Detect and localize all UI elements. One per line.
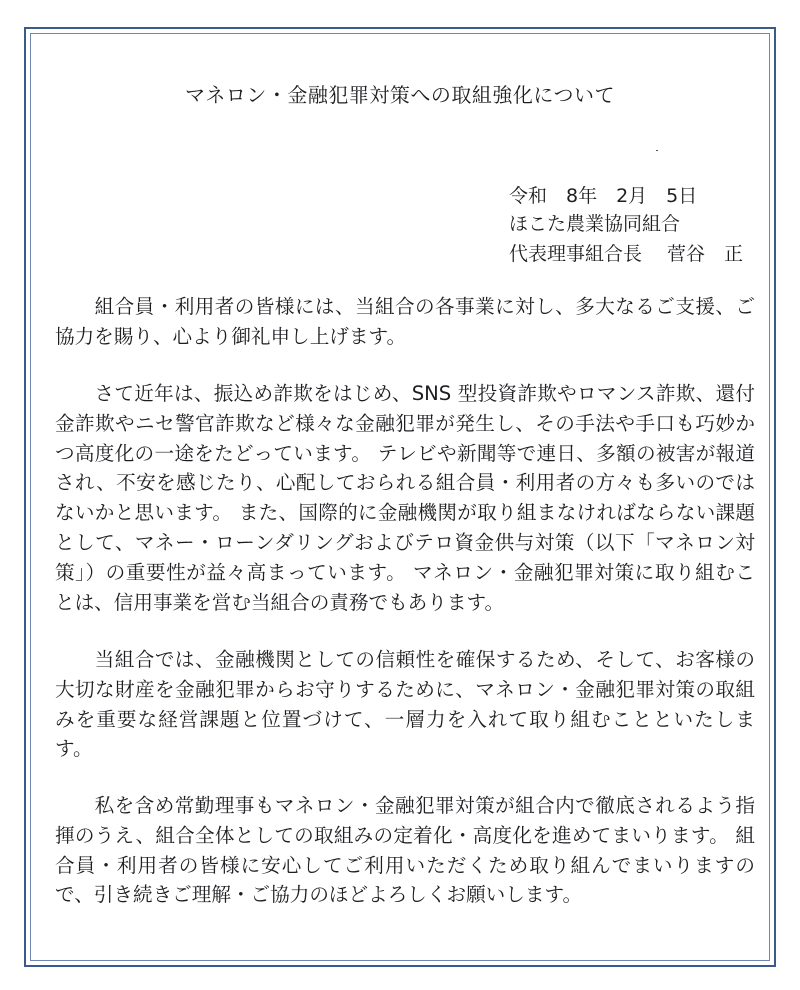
body-paragraph-background: さて近年は、振込め詐欺をはじめ、SNS 型投資詐欺やロマンス詐欺、還付金詐欺やニセ警官詐欺など様々な金融犯罪が発生し、その手法や手口も巧妙かつ高度化の一途をたどっています。 テレビや新聞等で連日、多額の被害が報道され、不安を感じたり、心配しておられる組合員・利用者の方々も多いのではないかと思います。 また、国際的に金融機関が取り組まなければならない課題として、マネー・ローンダリングおよびテロ資金供与対策（以下「マネロン対策」）の重要性が益々高まっています。 マネロン・金融犯罪対策に取り組むことは、信用事業を営む当組合の責務でもあります。: [55, 382, 755, 614]
body-paragraph-policy: 当組合では、金融機関としての信頼性を確保するため、そして、お客様の大切な財産を金融犯罪からお守りするために、マネロン・金融犯罪対策の取組みを重要な経営課題と位置づけて、一層力を入れて取り組むことといたします。: [55, 648, 755, 761]
body-paragraph-greeting: 組合員・利用者の皆様には、当組合の各事業に対し、多大なるご支援、ご協力を賜り、心より御礼申し上げます。: [55, 295, 755, 348]
scan-speck: [656, 150, 658, 151]
body-paragraph-commitment: 私を含め常勤理事もマネロン・金融犯罪対策が組合内で徹底されるよう指揮のうえ、組合全体としての取組みの定着化・高度化を進めてまいります。 組合員・利用者の皆様に安心してご利用いただくため取り組んでまいりますので、引き続きご理解・ご協力のほどよろしくお願いします。: [55, 794, 755, 907]
document-title: マネロン・金融犯罪対策への取組強化について: [184, 83, 616, 107]
organization-name: ほこた農業協同組合: [509, 213, 681, 235]
representative-name: 代表理事組合長 菅谷 正: [509, 243, 744, 265]
issue-date: 令和 8年 2月 5日: [509, 185, 698, 207]
